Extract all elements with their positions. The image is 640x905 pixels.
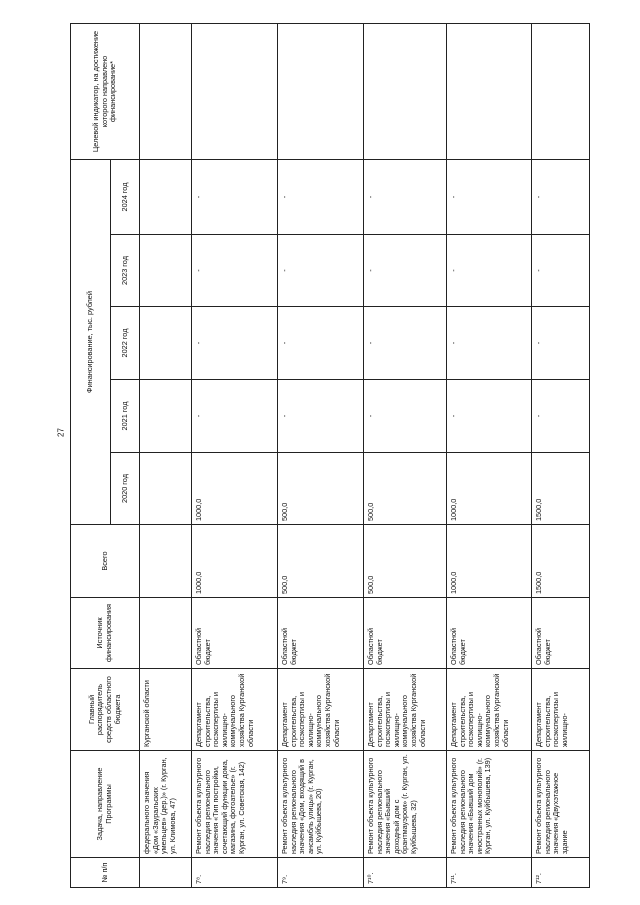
row-target <box>532 24 590 160</box>
header-manager: Главный распорядитель средств областного бюджета <box>71 669 140 751</box>
row-task: Ремонт объекта культурного наследия регионального значения «Тип постройки, сочетающий функции дома, магазина, фотоателье» (г. Курган, ул. Советская, 142) <box>192 751 278 858</box>
row-2021: - <box>532 380 590 453</box>
rotated-page <box>70 24 589 888</box>
row-target <box>140 24 192 160</box>
row-2023: - <box>192 235 278 307</box>
row-2021: - <box>364 380 447 453</box>
row-2024: - <box>447 160 532 235</box>
row-2022: - <box>447 307 532 380</box>
row-2024: - <box>278 160 364 235</box>
header-funding: Финансирование, тыс. рублей <box>71 160 111 525</box>
row-num: 7¹⁰. <box>364 858 447 888</box>
row-2024 <box>140 160 192 235</box>
row-manager: Курганской области <box>140 669 192 751</box>
row-total: 500,0 <box>278 525 364 598</box>
header-year-2024: 2024 год <box>111 160 140 235</box>
row-2021: - <box>278 380 364 453</box>
row-2023: - <box>532 235 590 307</box>
row-2023: - <box>278 235 364 307</box>
row-target <box>447 24 532 160</box>
row-source: Областной бюджет <box>192 598 278 669</box>
header-year-2020: 2020 год <box>111 453 140 525</box>
row-2020: 1000,0 <box>447 453 532 525</box>
row-task: Ремонт объекта культурного наследия регионального значения «Дом, входящий в ансамбль улицы» (г. Курган, ул. Куйбышева, 20) <box>278 751 364 858</box>
row-num: 7⁸. <box>192 858 278 888</box>
row-num: 7¹². <box>532 858 590 888</box>
row-2023: - <box>447 235 532 307</box>
row-total: 500,0 <box>364 525 447 598</box>
row-task: Ремонт объекта культурного наследия регионального значения «Двухэтажное здание <box>532 751 590 858</box>
table-row <box>140 24 192 888</box>
row-manager: Департамент строительства, госэкспертизы и жилищно-коммунального хозяйства Курганской области <box>447 669 532 751</box>
row-num: 7⁹. <box>278 858 364 888</box>
row-2020: 1000,0 <box>192 453 278 525</box>
row-2023: - <box>364 235 447 307</box>
row-source: Областной бюджет <box>278 598 364 669</box>
row-manager: Департамент строительства, госэкспертизы и жилищно-коммунального хозяйства Курганской области <box>192 669 278 751</box>
header-source: Источник финансирования <box>71 598 140 669</box>
header-target: Целевой индикатор, на достижение которого направлено финансирование* <box>71 24 140 160</box>
funding-table <box>70 23 590 888</box>
page-number: 27 <box>56 428 66 437</box>
row-task: федерального значения «Дом «Зауральских умельцев» (дер.)» (г. Курган, ул. Климова, 47) <box>140 751 192 858</box>
row-2022: - <box>278 307 364 380</box>
row-source: Областной бюджет <box>447 598 532 669</box>
row-2024: - <box>532 160 590 235</box>
table-row <box>192 24 278 888</box>
row-total: 1000,0 <box>447 525 532 598</box>
row-num <box>140 858 192 888</box>
header-task: Задача, направление Программы <box>71 751 140 858</box>
header-num: № п/п <box>71 858 140 888</box>
row-total: 1500,0 <box>532 525 590 598</box>
row-total <box>140 525 192 598</box>
row-2022: - <box>364 307 447 380</box>
row-task: Ремонт объекта культурного наследия регионального значения «Бывший доходный дом с брантмауэром» (г. Курган, ул. Куйбышева, 32) <box>364 751 447 858</box>
row-2020 <box>140 453 192 525</box>
table-row <box>447 24 532 888</box>
row-2021: - <box>447 380 532 453</box>
header-year-2022: 2022 год <box>111 307 140 380</box>
row-2020: 1500,0 <box>532 453 590 525</box>
row-source: Областной бюджет <box>532 598 590 669</box>
row-2022: - <box>532 307 590 380</box>
row-2020: 500,0 <box>278 453 364 525</box>
row-2020: 500,0 <box>364 453 447 525</box>
row-target <box>278 24 364 160</box>
row-manager: Департамент строительства, госэкспертизы и жилищно-коммунального хозяйства Курганской области <box>364 669 447 751</box>
row-2021: - <box>192 380 278 453</box>
header-year-2021: 2021 год <box>111 380 140 453</box>
row-manager: Департамент строительства, госэкспертизы и жилищно- <box>532 669 590 751</box>
row-2024: - <box>364 160 447 235</box>
row-2021 <box>140 380 192 453</box>
row-source <box>140 598 192 669</box>
row-num: 7¹¹. <box>447 858 532 888</box>
table-row <box>278 24 364 888</box>
row-2023 <box>140 235 192 307</box>
row-manager: Департамент строительства, госэкспертизы и жилищно-коммунального хозяйства Курганской области <box>278 669 364 751</box>
row-2022: - <box>192 307 278 380</box>
table-row <box>532 24 590 888</box>
row-target <box>364 24 447 160</box>
header-total: Всего <box>71 525 140 598</box>
row-2024: - <box>192 160 278 235</box>
header-year-2023: 2023 год <box>111 235 140 307</box>
row-source: Областной бюджет <box>364 598 447 669</box>
row-total: 1000,0 <box>192 525 278 598</box>
row-target <box>192 24 278 160</box>
row-task: Ремонт объекта культурного наследия регионального значения «Бывший дом иностранных монополий» (г. Курган, ул. Куйбышева, 139) <box>447 751 532 858</box>
table-row <box>364 24 447 888</box>
row-2022 <box>140 307 192 380</box>
